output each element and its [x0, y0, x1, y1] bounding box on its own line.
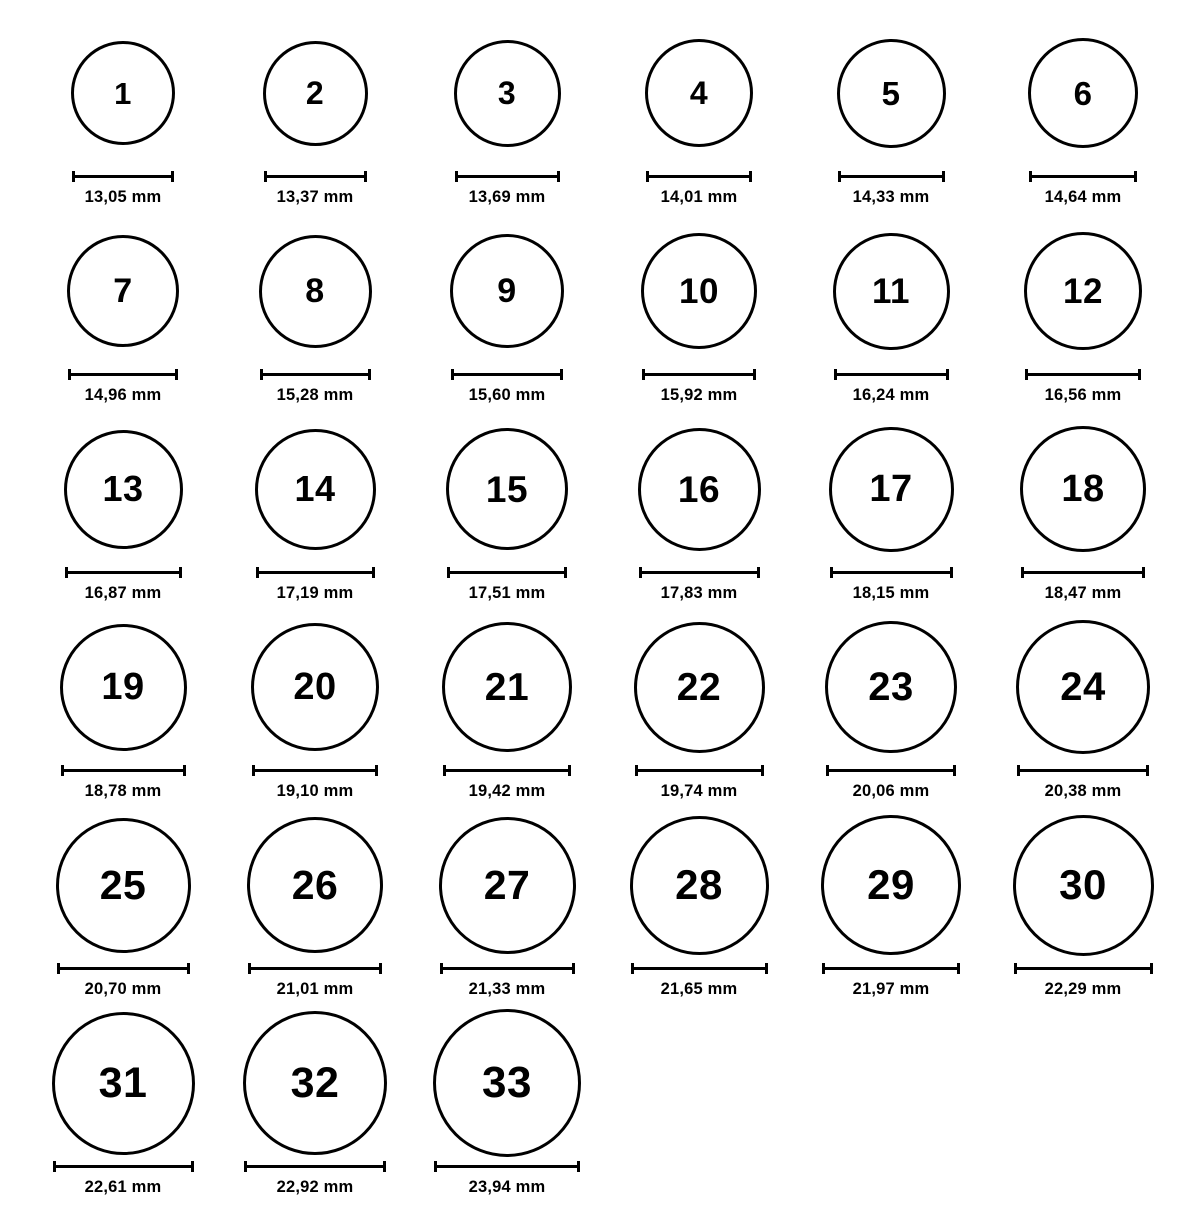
diameter-value-label: 17,83 mm: [660, 584, 738, 602]
ring-size-cell: [412, 612, 602, 810]
ring-circle: [837, 39, 946, 148]
ring-size-cell: [988, 810, 1178, 1008]
diameter-value-label: 19,42 mm: [468, 782, 546, 800]
diameter-value-label: 20,70 mm: [84, 980, 162, 998]
ring-size-number: 11: [872, 271, 910, 311]
ring-circle-wrap: [433, 1008, 581, 1158]
ring-size-cell: [604, 414, 794, 612]
ring-size-cell: [412, 216, 602, 414]
ring-size-cell: [604, 18, 794, 216]
measure-line: [443, 769, 571, 772]
ring-circle-wrap: [439, 810, 576, 960]
diameter-measure-bar: [72, 170, 174, 182]
ring-circle-wrap: [52, 1008, 195, 1158]
diameter-value-label: 16,24 mm: [852, 386, 930, 404]
diameter-value-label: 16,56 mm: [1044, 386, 1122, 404]
ring-size-cell: [220, 1008, 410, 1206]
measure-line: [822, 967, 960, 970]
ring-size-number: 17: [869, 468, 913, 510]
diameter-measure-bar: [244, 1160, 386, 1172]
diameter-value-label: 16,87 mm: [84, 584, 162, 602]
measure-line: [264, 175, 367, 178]
ring-size-cell: [604, 810, 794, 1008]
diameter-value-label: 21,65 mm: [660, 980, 738, 998]
diameter-value-label: 17,19 mm: [276, 584, 354, 602]
diameter-value-label: 13,69 mm: [468, 188, 546, 206]
measure-line: [57, 967, 190, 970]
ring-circle: [71, 41, 175, 145]
ring-circle: [433, 1009, 581, 1157]
measure-line: [826, 769, 956, 772]
diameter-value-label: 13,05 mm: [84, 188, 162, 206]
measure-line: [1025, 373, 1141, 376]
diameter-value-label: 15,92 mm: [660, 386, 738, 404]
ring-circle: [630, 816, 769, 955]
ring-circle: [52, 1012, 195, 1155]
ring-size-cell: [220, 216, 410, 414]
measure-line: [1014, 967, 1153, 970]
ring-circle: [638, 428, 761, 551]
measure-line: [65, 571, 182, 574]
ring-circle-wrap: [641, 216, 757, 366]
ring-circle: [833, 233, 950, 350]
diameter-measure-bar: [252, 764, 378, 776]
diameter-measure-bar: [642, 368, 756, 380]
ring-circle: [439, 817, 576, 954]
measure-line: [455, 175, 560, 178]
ring-circle-wrap: [259, 216, 372, 366]
ring-circle-wrap: [56, 810, 191, 960]
ring-size-number: 30: [1059, 861, 1107, 908]
ring-circle: [60, 624, 187, 751]
diameter-measure-bar: [455, 170, 560, 182]
ring-circle-wrap: [825, 612, 957, 762]
measure-line: [68, 373, 178, 376]
measure-line: [631, 967, 768, 970]
ring-size-cell: [220, 612, 410, 810]
ring-circle-wrap: [1028, 18, 1138, 168]
ring-size-number: 28: [675, 861, 723, 908]
diameter-measure-bar: [1014, 962, 1153, 974]
diameter-value-label: 14,01 mm: [660, 188, 738, 206]
ring-size-number: 6: [1073, 74, 1093, 112]
ring-circle: [641, 233, 757, 349]
measure-line: [72, 175, 174, 178]
ring-size-number: 23: [868, 665, 914, 709]
measure-line: [61, 769, 186, 772]
ring-size-cell: [796, 810, 986, 1008]
ring-circle: [645, 39, 753, 147]
measure-line: [440, 967, 575, 970]
diameter-measure-bar: [260, 368, 371, 380]
diameter-value-label: 18,78 mm: [84, 782, 162, 800]
measure-line: [1021, 571, 1145, 574]
ring-circle: [247, 817, 383, 953]
ring-circle: [259, 235, 372, 348]
diameter-value-label: 22,61 mm: [84, 1178, 162, 1196]
diameter-value-label: 17,51 mm: [468, 584, 546, 602]
ring-size-cell: [28, 612, 218, 810]
measure-line: [639, 571, 760, 574]
diameter-measure-bar: [65, 566, 182, 578]
measure-line: [260, 373, 371, 376]
ring-circle-wrap: [1020, 414, 1146, 564]
measure-line: [244, 1165, 386, 1168]
ring-size-cell: [412, 1008, 602, 1206]
ring-circle-wrap: [263, 18, 368, 168]
ring-size-number: 32: [290, 1058, 340, 1107]
ring-size-cell: [796, 414, 986, 612]
diameter-measure-bar: [53, 1160, 194, 1172]
diameter-value-label: 20,38 mm: [1044, 782, 1122, 800]
ring-circle-wrap: [634, 612, 765, 762]
diameter-measure-bar: [447, 566, 567, 578]
measure-line: [434, 1165, 580, 1168]
diameter-value-label: 22,92 mm: [276, 1178, 354, 1196]
ring-circle: [1016, 620, 1150, 754]
diameter-measure-bar: [1029, 170, 1137, 182]
ring-size-number: 25: [99, 861, 147, 908]
ring-circle-wrap: [638, 414, 761, 564]
ring-size-number: 10: [679, 271, 719, 311]
ring-circle-wrap: [829, 414, 954, 564]
ring-size-number: 7: [113, 272, 133, 310]
ring-size-number: 20: [293, 666, 337, 708]
ring-circle-wrap: [450, 216, 564, 366]
diameter-measure-bar: [834, 368, 949, 380]
ring-circle: [243, 1011, 387, 1155]
ring-size-cell: [28, 18, 218, 216]
diameter-measure-bar: [68, 368, 178, 380]
ring-circle: [1024, 232, 1142, 350]
ring-size-cell: [988, 414, 1178, 612]
ring-circle-wrap: [71, 18, 175, 168]
ring-circle-wrap: [255, 414, 376, 564]
diameter-measure-bar: [443, 764, 571, 776]
ring-circle-wrap: [442, 612, 572, 762]
diameter-measure-bar: [61, 764, 186, 776]
ring-circle: [67, 235, 179, 347]
diameter-measure-bar: [440, 962, 575, 974]
measure-line: [451, 373, 563, 376]
ring-size-number: 12: [1063, 271, 1103, 311]
measure-line: [447, 571, 567, 574]
diameter-measure-bar: [830, 566, 953, 578]
ring-size-cell: [412, 414, 602, 612]
ring-circle-wrap: [60, 612, 187, 762]
diameter-measure-bar: [826, 764, 956, 776]
diameter-measure-bar: [256, 566, 375, 578]
ring-size-number: 2: [305, 75, 325, 111]
ring-size-cell: [988, 18, 1178, 216]
diameter-value-label: 15,60 mm: [468, 386, 546, 404]
diameter-value-label: 14,96 mm: [84, 386, 162, 404]
ring-circle: [829, 427, 954, 552]
ring-circle: [821, 815, 961, 955]
ring-circle-wrap: [251, 612, 379, 762]
ring-size-cell: [220, 18, 410, 216]
diameter-value-label: 18,15 mm: [852, 584, 930, 602]
diameter-value-label: 19,74 mm: [660, 782, 738, 800]
diameter-value-label: 20,06 mm: [852, 782, 930, 800]
diameter-measure-bar: [57, 962, 190, 974]
diameter-value-label: 22,29 mm: [1044, 980, 1122, 998]
ring-size-cell: [604, 612, 794, 810]
ring-size-number: 24: [1060, 665, 1106, 709]
ring-size-cell: [28, 810, 218, 1008]
diameter-measure-bar: [646, 170, 752, 182]
ring-circle: [634, 622, 765, 753]
ring-circle: [454, 40, 561, 147]
diameter-value-label: 13,37 mm: [276, 188, 354, 206]
ring-size-cell: [28, 1008, 218, 1206]
ring-size-cell: [28, 216, 218, 414]
ring-circle: [1020, 426, 1146, 552]
diameter-measure-bar: [451, 368, 563, 380]
ring-size-cell: [988, 216, 1178, 414]
measure-line: [1017, 769, 1149, 772]
ring-size-cell: [28, 414, 218, 612]
ring-size-cell: [220, 414, 410, 612]
diameter-measure-bar: [1025, 368, 1141, 380]
diameter-value-label: 21,33 mm: [468, 980, 546, 998]
ring-circle-wrap: [837, 18, 946, 168]
ring-size-number: 15: [485, 468, 529, 510]
diameter-measure-bar: [639, 566, 760, 578]
diameter-value-label: 19,10 mm: [276, 782, 354, 800]
measure-line: [646, 175, 752, 178]
measure-line: [838, 175, 945, 178]
ring-size-cell: [796, 216, 986, 414]
ring-size-number: 26: [291, 861, 339, 908]
measure-line: [252, 769, 378, 772]
diameter-measure-bar: [838, 170, 945, 182]
measure-line: [248, 967, 382, 970]
ring-circle-wrap: [1016, 612, 1150, 762]
ring-circle: [64, 430, 183, 549]
diameter-measure-bar: [248, 962, 382, 974]
measure-line: [53, 1165, 194, 1168]
ring-circle-wrap: [645, 18, 753, 168]
ring-size-number: 1: [114, 75, 132, 111]
diameter-measure-bar: [434, 1160, 580, 1172]
ring-size-number: 9: [497, 272, 517, 310]
ring-size-number: 31: [98, 1058, 148, 1107]
ring-size-number: 29: [867, 861, 915, 908]
diameter-measure-bar: [822, 962, 960, 974]
ring-circle: [825, 621, 957, 753]
ring-circle-wrap: [821, 810, 961, 960]
ring-circle: [263, 41, 368, 146]
ring-circle-wrap: [1024, 216, 1142, 366]
ring-size-number: 4: [689, 75, 709, 111]
ring-size-number: 3: [497, 75, 517, 111]
ring-circle-wrap: [446, 414, 568, 564]
ring-size-number: 27: [483, 861, 531, 908]
ring-size-cell: [796, 18, 986, 216]
ring-size-cell: [604, 216, 794, 414]
ring-size-cell: [220, 810, 410, 1008]
ring-circle-wrap: [247, 810, 383, 960]
diameter-value-label: 18,47 mm: [1044, 584, 1122, 602]
measure-line: [830, 571, 953, 574]
measure-line: [256, 571, 375, 574]
ring-circle-wrap: [67, 216, 179, 366]
ring-size-number: 21: [484, 665, 530, 709]
ring-size-cell: [412, 810, 602, 1008]
ring-circle: [255, 429, 376, 550]
diameter-measure-bar: [264, 170, 367, 182]
diameter-value-label: 14,33 mm: [852, 188, 930, 206]
ring-circle-wrap: [1013, 810, 1154, 960]
ring-size-number: 16: [677, 468, 721, 510]
ring-size-number: 18: [1061, 468, 1105, 510]
ring-size-cell: [988, 612, 1178, 810]
ring-size-number: 8: [305, 272, 325, 310]
diameter-value-label: 23,94 mm: [468, 1178, 546, 1196]
diameter-value-label: 21,97 mm: [852, 980, 930, 998]
ring-size-number: 19: [101, 666, 145, 708]
ring-size-number: 5: [881, 74, 901, 112]
ring-size-number: 33: [482, 1058, 532, 1107]
diameter-measure-bar: [635, 764, 764, 776]
ring-circle: [1028, 38, 1138, 148]
ring-circle: [1013, 815, 1154, 956]
measure-line: [1029, 175, 1137, 178]
ring-circle-wrap: [64, 414, 183, 564]
diameter-value-label: 15,28 mm: [276, 386, 354, 404]
ring-size-number: 13: [102, 468, 144, 509]
ring-size-number: 22: [676, 665, 722, 709]
diameter-value-label: 14,64 mm: [1044, 188, 1122, 206]
diameter-measure-bar: [631, 962, 768, 974]
ring-circle: [442, 622, 572, 752]
measure-line: [635, 769, 764, 772]
ring-circle: [450, 234, 564, 348]
ring-circle: [446, 428, 568, 550]
measure-line: [642, 373, 756, 376]
measure-line: [834, 373, 949, 376]
ring-circle: [56, 818, 191, 953]
diameter-value-label: 21,01 mm: [276, 980, 354, 998]
ring-circle-wrap: [630, 810, 769, 960]
ring-circle-wrap: [243, 1008, 387, 1158]
ring-size-cell: [412, 18, 602, 216]
ring-circle-wrap: [454, 18, 561, 168]
ring-size-cell: [796, 612, 986, 810]
ring-size-number: 14: [294, 468, 336, 509]
ring-circle-wrap: [833, 216, 950, 366]
diameter-measure-bar: [1021, 566, 1145, 578]
diameter-measure-bar: [1017, 764, 1149, 776]
ring-circle: [251, 623, 379, 751]
